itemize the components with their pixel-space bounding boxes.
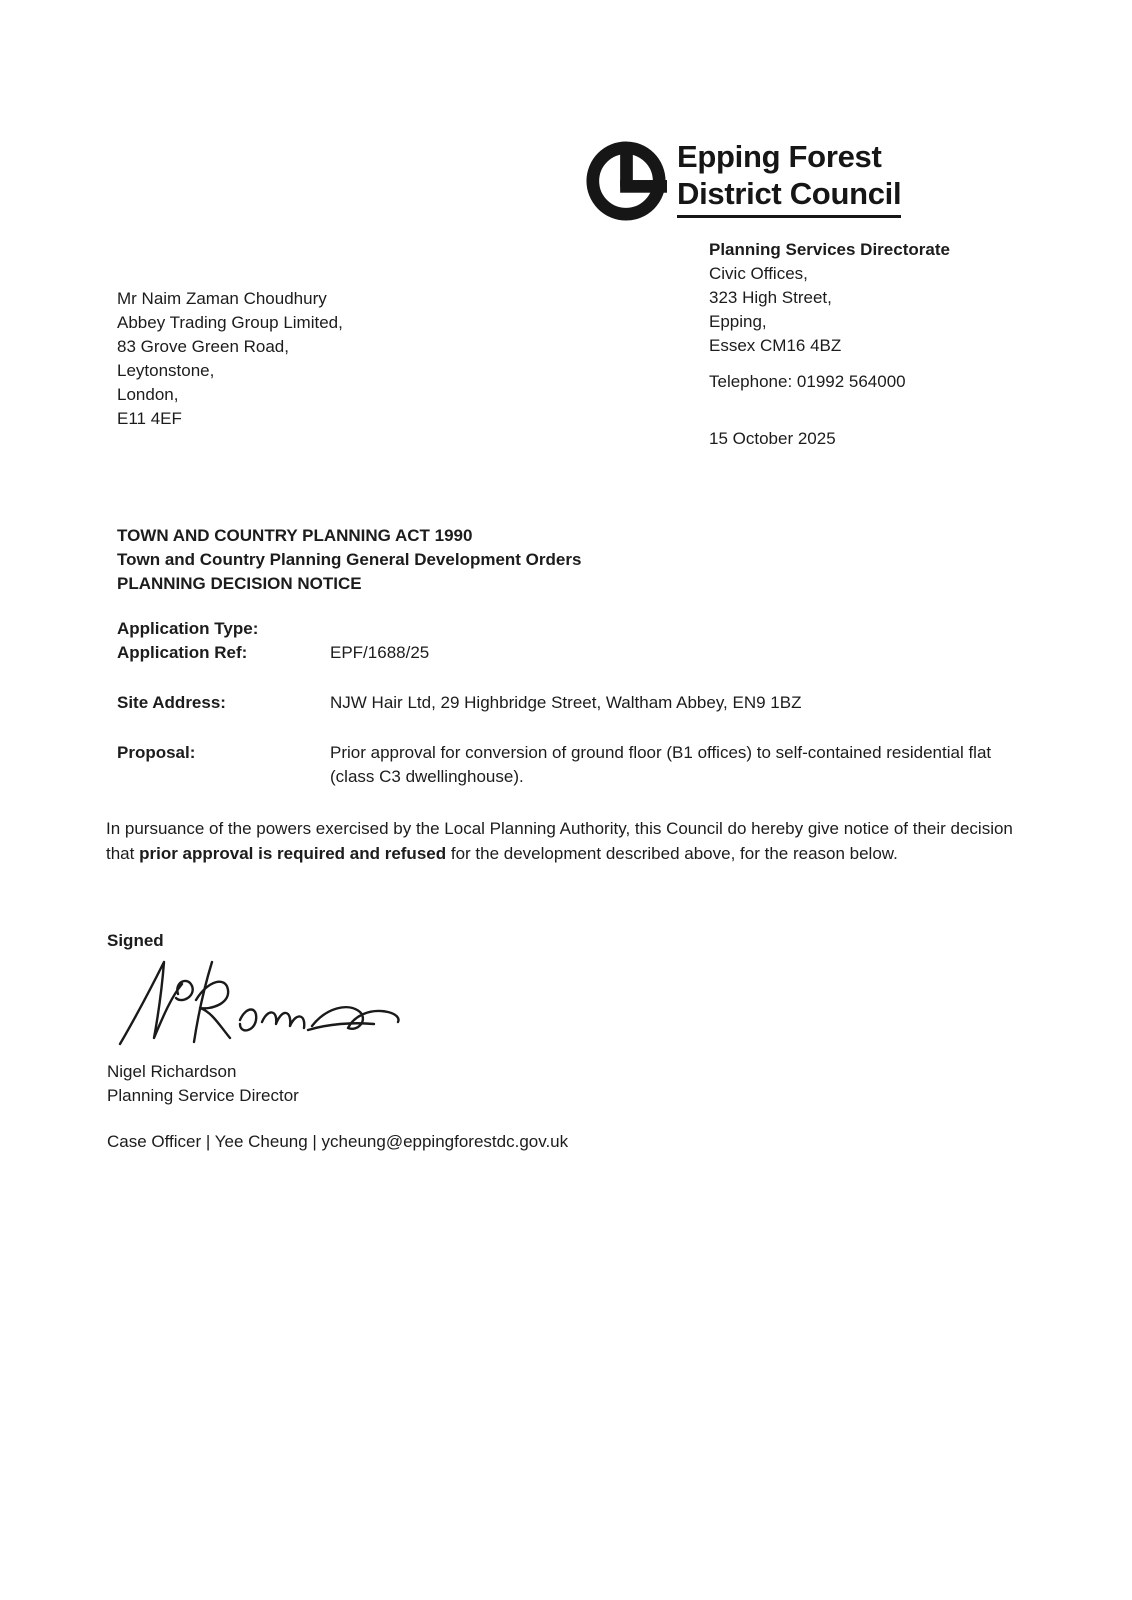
signatory-name: Nigel Richardson bbox=[107, 1062, 237, 1081]
heading-orders: Town and Country Planning General Development Orders bbox=[117, 550, 582, 569]
recipient-line: Leytonstone, bbox=[117, 361, 215, 380]
signed-label: Signed bbox=[107, 931, 164, 950]
sender-address-line: Civic Offices, bbox=[709, 264, 808, 283]
sender-address-block bbox=[709, 238, 950, 451]
signatory-title: Planning Service Director bbox=[107, 1086, 299, 1105]
recipient-line: E11 4EF bbox=[117, 409, 182, 428]
letter-date: 15 October 2025 bbox=[709, 429, 836, 448]
field-site-address bbox=[117, 691, 1017, 715]
decision-text-pre: In pursuance of the powers exercised by the Local Planning Authority, this Council do hereby give notice of their decision that bbox=[106, 819, 1013, 863]
signature-image bbox=[112, 948, 412, 1060]
notice-heading bbox=[117, 524, 581, 596]
sender-address-line: Epping, bbox=[709, 312, 767, 331]
council-logo bbox=[585, 138, 901, 222]
application-fields bbox=[117, 617, 1017, 789]
application-type-label: Application Type: bbox=[117, 619, 259, 638]
case-officer-line: Case Officer | Yee Cheung | ycheung@eppingforestdc.gov.uk bbox=[107, 1132, 569, 1151]
sender-address-line: Essex CM16 4BZ bbox=[709, 336, 842, 355]
recipient-line: 83 Grove Green Road, bbox=[117, 337, 289, 356]
heading-act: TOWN AND COUNTRY PLANNING ACT 1990 bbox=[117, 526, 473, 545]
proposal-value: Prior approval for conversion of ground floor (B1 offices) to self-contained residential flat (class C3 dwellinghouse). bbox=[330, 743, 992, 786]
sender-telephone: Telephone: 01992 564000 bbox=[709, 372, 906, 391]
proposal-label: Proposal: bbox=[117, 743, 196, 762]
application-ref-value: EPF/1688/25 bbox=[330, 643, 430, 662]
recipient-line: Abbey Trading Group Limited, bbox=[117, 313, 343, 332]
signatory-block bbox=[107, 1060, 299, 1108]
application-type-value bbox=[330, 617, 1000, 641]
site-address-label: Site Address: bbox=[117, 693, 226, 712]
decision-paragraph bbox=[106, 816, 1014, 866]
application-ref-label: Application Ref: bbox=[117, 643, 248, 662]
field-proposal bbox=[117, 741, 1017, 789]
recipient-line: London, bbox=[117, 385, 179, 404]
heading-notice-type: PLANNING DECISION NOTICE bbox=[117, 574, 362, 593]
ef-monogram-icon bbox=[585, 140, 667, 222]
field-application-type bbox=[117, 617, 1017, 641]
recipient-address-block bbox=[117, 287, 343, 431]
field-application-ref bbox=[117, 641, 1017, 665]
decision-text-post: for the development described above, for the reason below. bbox=[446, 844, 898, 863]
council-name bbox=[677, 138, 901, 218]
sender-department: Planning Services Directorate bbox=[709, 240, 950, 259]
site-address-value: NJW Hair Ltd, 29 Highbridge Street, Waltham Abbey, EN9 1BZ bbox=[330, 693, 802, 712]
decision-text-bold: prior approval is required and refused bbox=[139, 844, 447, 863]
council-name-line2: District Council bbox=[677, 175, 901, 218]
recipient-line: Mr Naim Zaman Choudhury bbox=[117, 289, 327, 308]
sender-address-line: 323 High Street, bbox=[709, 288, 832, 307]
council-name-line1: Epping Forest bbox=[677, 139, 882, 174]
